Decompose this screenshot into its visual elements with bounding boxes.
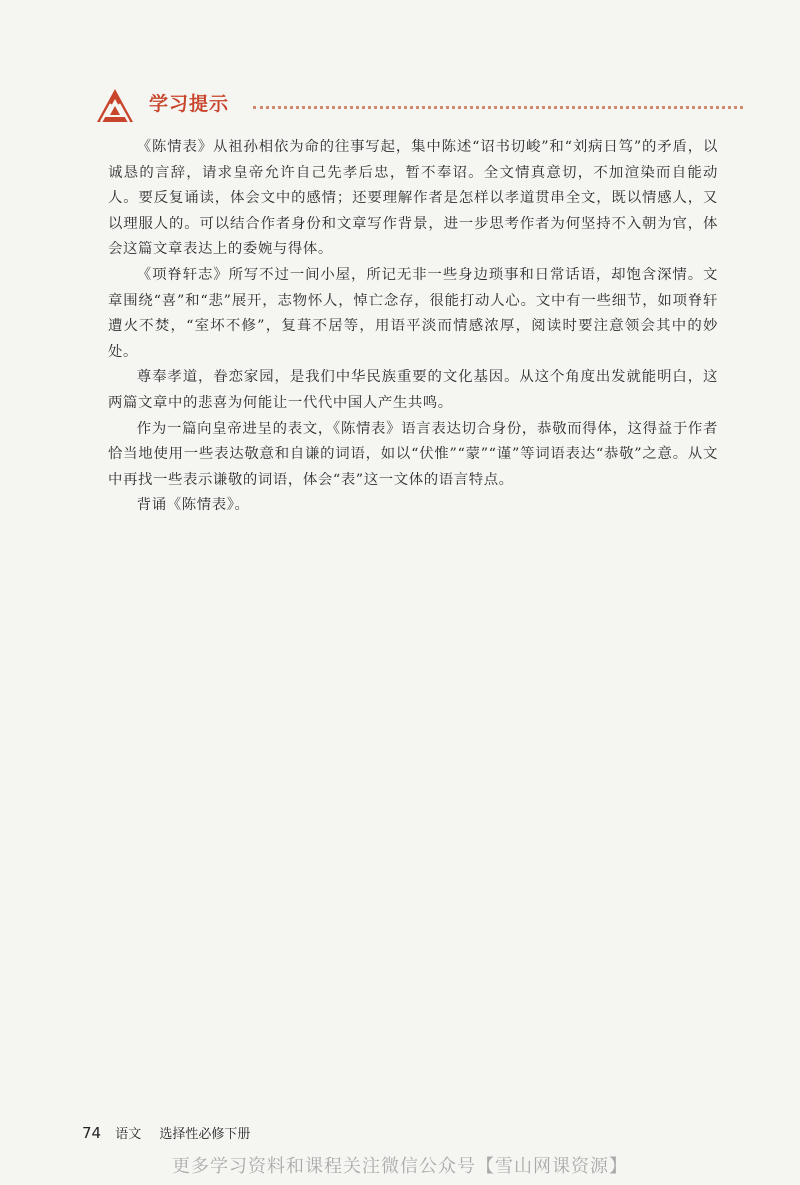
footer-volume: 选择性必修下册 (159, 1127, 251, 1142)
page-footer (82, 1123, 250, 1142)
paragraph-4: 作为一篇向皇帝进呈的表文，《陈情表》语言表达切合身份，恭敬而得体，这得益于作者恰当地使用一些表达敬意和自谦的词语，如以“伏惟”“蒙”“谨”等词语表达“恭敬”之意。从文中再找一些表示谦敬的词语，体会“表”这一文体的语言特点。 (108, 420, 718, 488)
section-header (95, 86, 745, 126)
paragraph-1: 《陈情表》从祖孙相依为命的往事写起，集中陈述“诏书切峻”和“刘病日笃”的矛盾，以诚恳的言辞，请求皇帝允许自己先孝后忠，暂不奉诏。全文情真意切，不加渲染而自能动人。要反复诵读，体会文中的感情；还要理解作者是怎样以孝道贯串全文，既以情感人，又以理服人的。可以结合作者身份和文章写作背景，进一步思考作者为何坚持不入朝为官，体会这篇文章表达上的委婉与得体。 (108, 139, 718, 258)
footer-subject: 语文 (115, 1127, 142, 1142)
watermark-text: 更多学习资料和课程关注微信公众号【雪山网课资源】 (172, 1156, 628, 1177)
paragraph-2: 《项脊轩志》所写不过一间小屋，所记无非一些身边琐事和日常话语，却饱含深情。文章围绕“喜”和“悲”展开，志物怀人，悼亡念存，很能打动人心。文中有一些细节，如项脊轩遭火不焚，“室坏不修”，复葺不居等，用语平淡而情感浓厚，阅读时要注意领会其中的妙处。 (108, 266, 718, 360)
dotted-divider (253, 106, 743, 109)
paragraph-3: 尊奉孝道，眷恋家园，是我们中华民族重要的文化基因。从这个角度出发就能明白，这两篇文章中的悲喜为何能让一代代中国人产生共鸣。 (108, 369, 718, 411)
section-title: 学习提示 (149, 93, 230, 115)
study-tips-body (108, 135, 718, 519)
page-number: 74 (82, 1124, 102, 1142)
triangle-study-icon (95, 86, 135, 126)
paragraph-5: 背诵《陈情表》。 (136, 497, 250, 514)
